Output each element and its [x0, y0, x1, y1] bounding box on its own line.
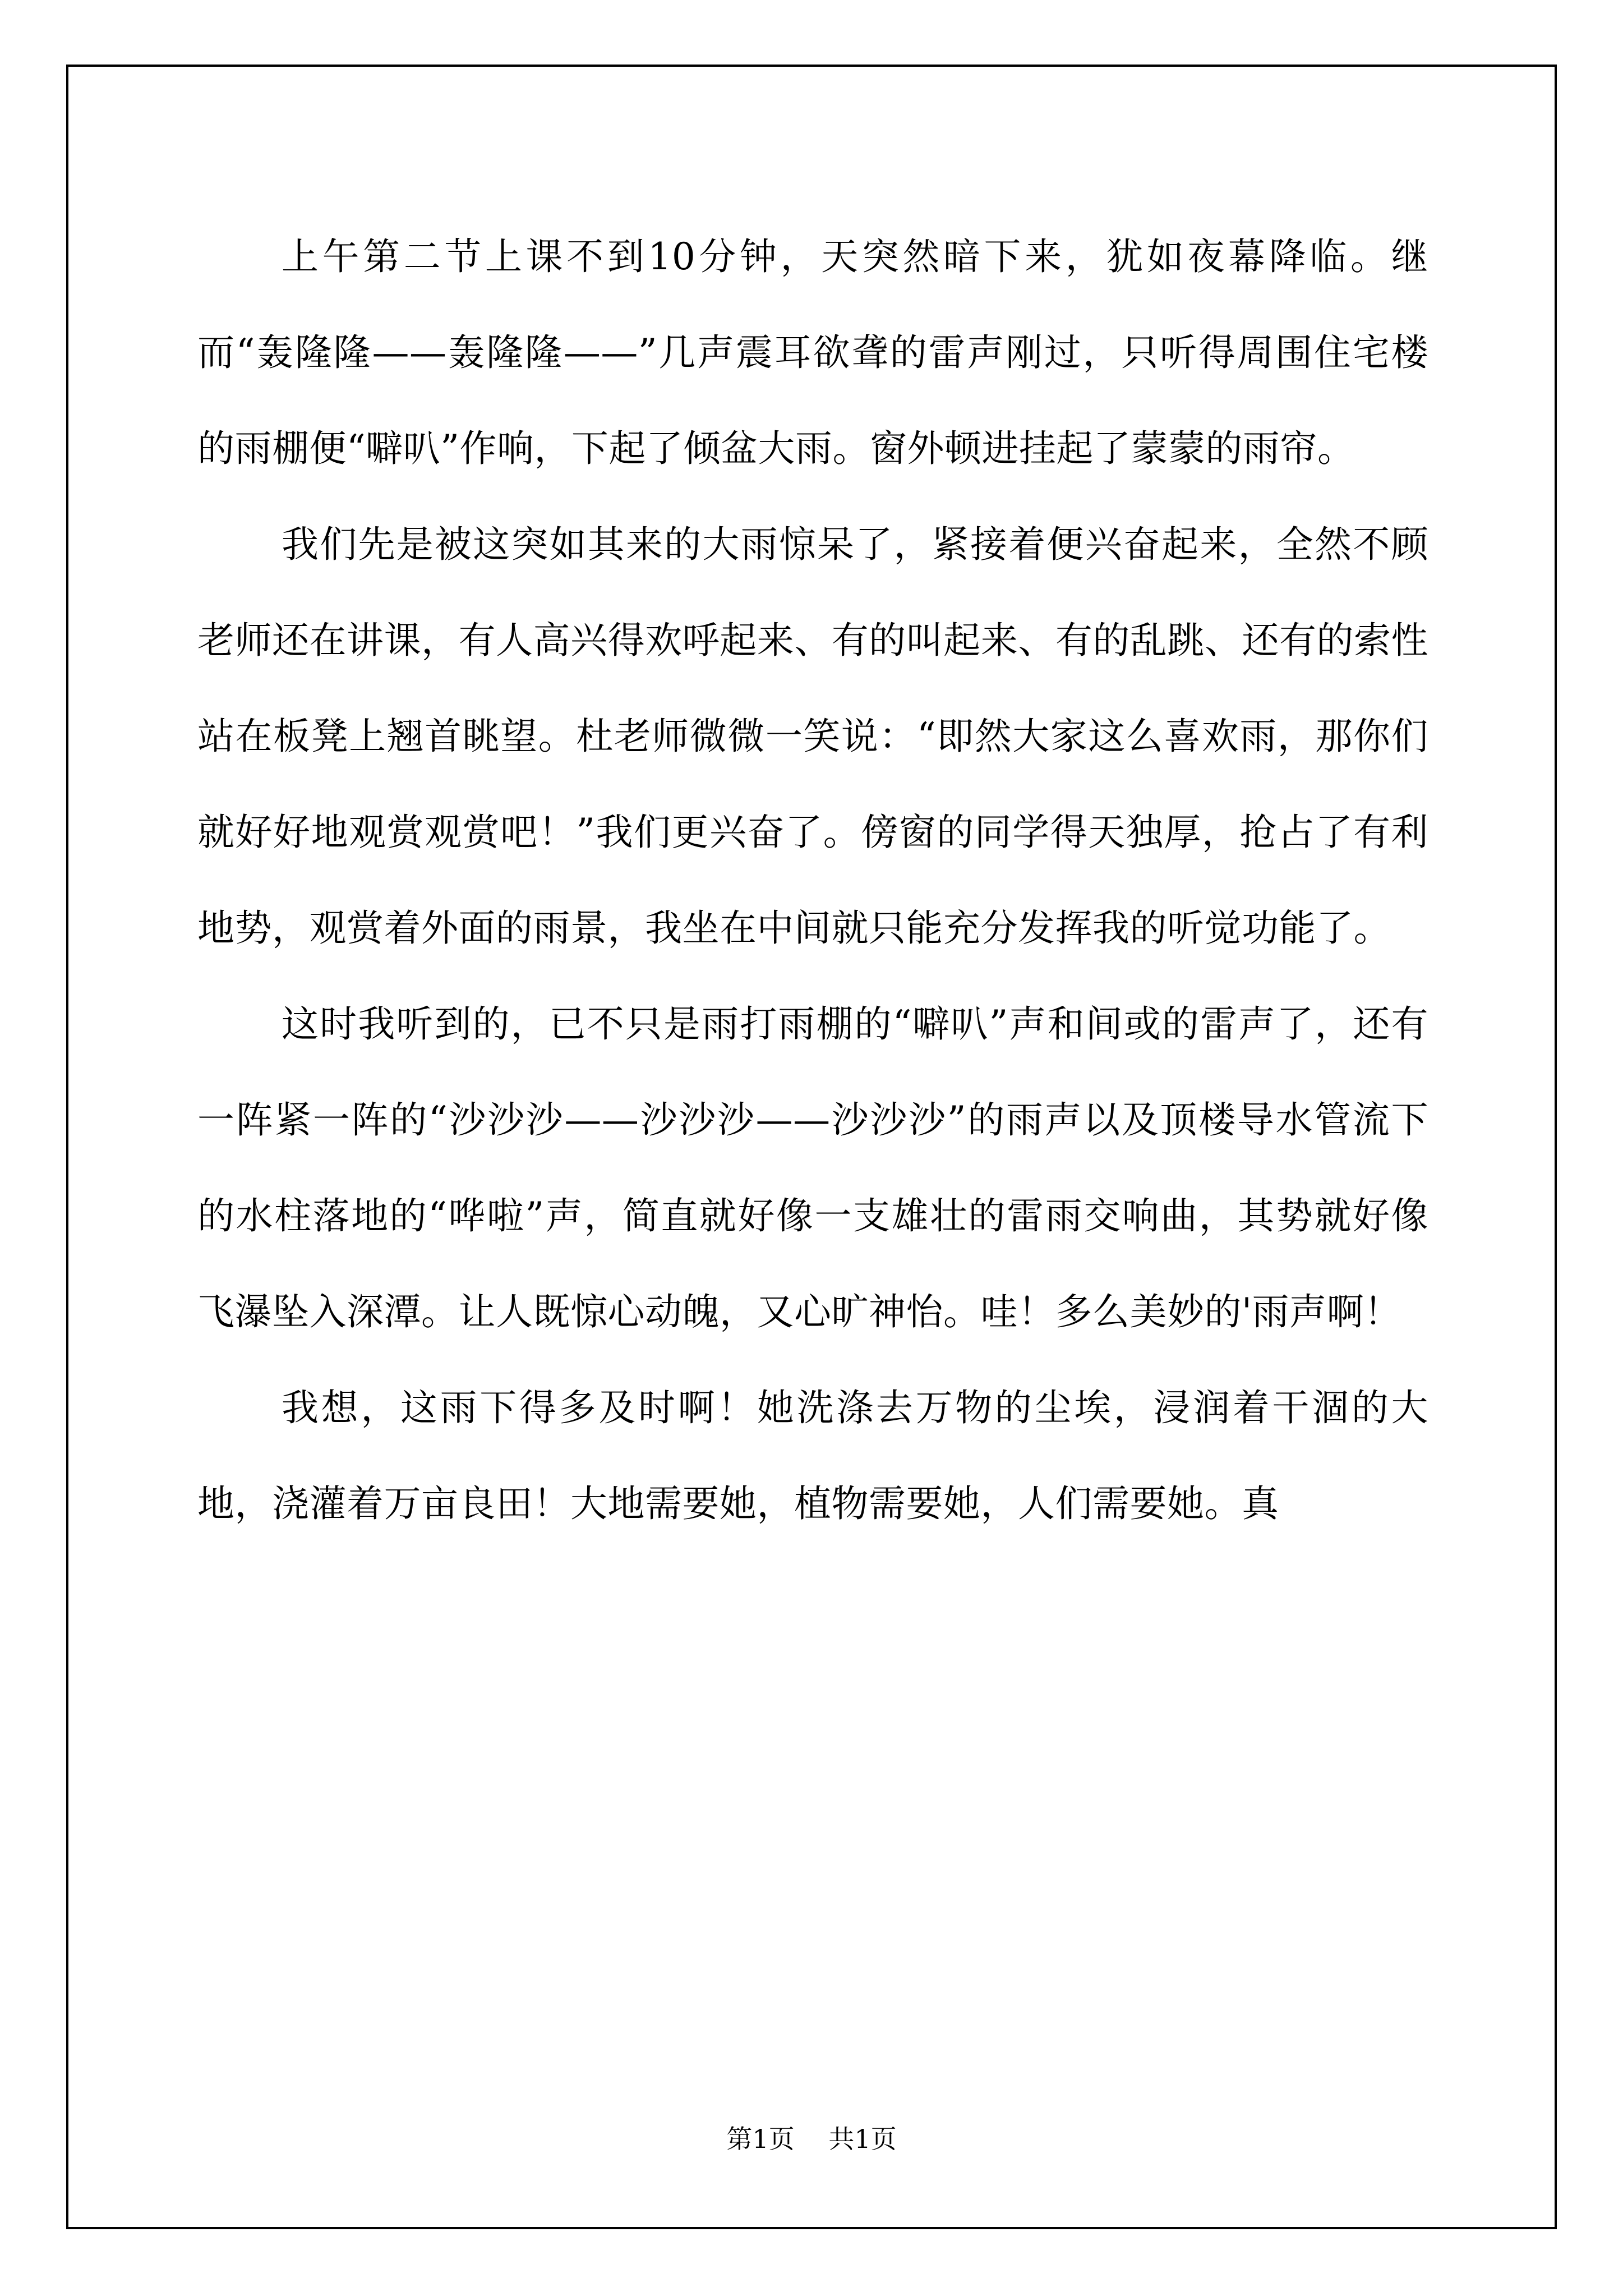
paragraph-3: 这时我听到的，已不只是雨打雨棚的“噼叭”声和间或的雷声了，还有一阵紧一阵的“沙沙沙——沙沙沙——沙沙沙”的雨声以及顶楼导水管流下的水柱落地的“哗啦”声，简直就好像一支雄壮的雷雨交响曲，其势就好像飞瀑坠入深潭。让人既惊心动魄，又心旷神怡。哇！多么美妙的'雨声啊！	[197, 1002, 1428, 1333]
page-footer	[0, 2122, 1623, 2156]
page-total: 共1页	[828, 2124, 897, 2154]
document-body	[197, 209, 1428, 1552]
paragraph-1: 上午第二节上课不到10分钟，天突然暗下来，犹如夜幕降临。继而“轰隆隆——轰隆隆——”几声震耳欲聋的雷声刚过，只听得周围住宅楼的雨棚便“噼叭”作响，下起了倾盆大雨。窗外顿进挂起了蒙蒙的雨帘。	[197, 235, 1428, 470]
page-number: 第1页	[726, 2124, 795, 2154]
paragraph-4: 我想，这雨下得多及时啊！她洗涤去万物的尘埃，浸润着干涸的大地，浇灌着万亩良田！大地需要她，植物需要她，人们需要她。真	[197, 1386, 1428, 1525]
paragraph-2: 我们先是被这突如其来的大雨惊呆了，紧接着便兴奋起来，全然不顾老师还在讲课，有人高兴得欢呼起来、有的叫起来、有的乱跳、还有的索性站在板凳上翘首眺望。杜老师微微一笑说：“即然大家这么喜欢雨，那你们就好好地观赏观赏吧！”我们更兴奋了。傍窗的同学得天独厚，抢占了有利地势，观赏着外面的雨景，我坐在中间就只能充分发挥我的听觉功能了。	[197, 523, 1428, 950]
